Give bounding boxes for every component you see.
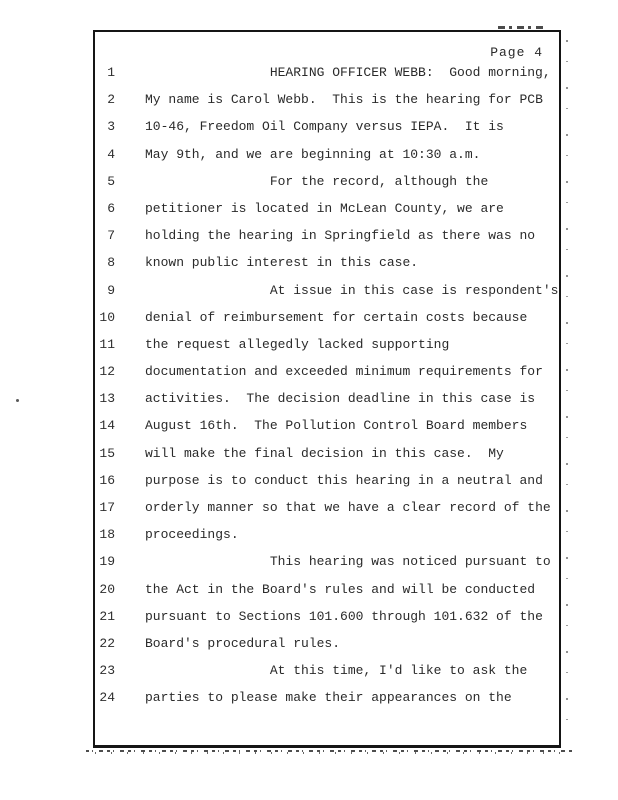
transcript-line <box>95 201 555 228</box>
transcript-line <box>95 609 555 636</box>
line-text: parties to please make their appearances on the <box>145 690 512 706</box>
line-text: August 16th. The Pollution Control Board members <box>145 418 528 434</box>
transcript-line <box>95 364 555 391</box>
line-number: 22 <box>99 635 115 651</box>
line-text: For the record, although the <box>269 173 489 189</box>
transcript-line <box>95 690 555 717</box>
line-text: My name is Carol Webb. This is the hearing for PCB <box>145 92 543 108</box>
line-number: 10 <box>99 309 115 325</box>
transcript-line <box>95 92 555 119</box>
line-text: At this time, I'd like to ask the <box>269 663 528 679</box>
line-number: 9 <box>107 282 115 298</box>
line-number: 11 <box>99 336 115 352</box>
line-number: 1 <box>107 65 115 80</box>
transcript-line <box>95 337 555 364</box>
transcript-line <box>95 527 555 554</box>
line-number: 2 <box>107 92 115 108</box>
transcript-line <box>95 391 555 418</box>
line-number: 7 <box>107 228 115 244</box>
scan-artifact-top-tick <box>498 26 544 29</box>
line-text: pursuant to Sections 101.600 through 101.632 of the <box>145 608 543 624</box>
transcript-line <box>95 255 555 282</box>
transcript-line <box>95 473 555 500</box>
line-number: 4 <box>107 146 115 162</box>
line-text: the request allegedly lacked supporting <box>145 336 450 352</box>
transcript-line <box>95 500 555 527</box>
line-number: 6 <box>107 200 115 216</box>
line-number: 16 <box>99 472 115 488</box>
line-text: HEARING OFFICER WEBB: Good morning, <box>269 65 551 80</box>
scan-artifact-right-dots <box>566 40 568 730</box>
line-number: 12 <box>99 364 115 380</box>
line-text: proceedings. <box>145 527 239 543</box>
line-text: May 9th, and we are beginning at 10:30 a.m. <box>145 146 481 162</box>
transcript-line <box>95 663 555 690</box>
line-number: 8 <box>107 255 115 271</box>
line-number: 18 <box>99 527 115 543</box>
scan-artifact-bottom-noise <box>86 750 572 754</box>
line-text: the Act in the Board's rules and will be conducted <box>145 581 536 597</box>
line-number: 21 <box>99 608 115 624</box>
line-text: denial of reimbursement for certain costs because <box>145 309 528 325</box>
line-number: 19 <box>99 554 115 570</box>
line-text: known public interest in this case. <box>145 255 419 271</box>
transcript-line <box>95 174 555 201</box>
scan-artifact-stray-dot <box>16 399 19 402</box>
line-number: 5 <box>107 173 115 189</box>
transcript-lines <box>95 65 559 718</box>
transcript-line <box>95 228 555 255</box>
line-text: purpose is to conduct this hearing in a neutral and <box>145 472 543 488</box>
transcript-line <box>95 418 555 445</box>
transcript-line <box>95 446 555 473</box>
line-text: will make the final decision in this case. My <box>145 445 504 461</box>
line-text: This hearing was noticed pursuant to <box>269 554 551 570</box>
transcript-line <box>95 282 559 310</box>
line-number: 20 <box>99 581 115 597</box>
line-number: 24 <box>99 690 115 706</box>
transcript-line <box>95 119 555 146</box>
transcript-line <box>95 554 555 581</box>
line-number: 15 <box>99 445 115 461</box>
line-text: petitioner is located in McLean County, we are <box>145 200 504 216</box>
transcript-line <box>95 582 555 609</box>
transcript-line <box>95 147 555 174</box>
line-text: orderly manner so that we have a clear record of the <box>145 500 551 515</box>
transcript-line <box>95 65 555 92</box>
line-number: 3 <box>107 119 115 135</box>
line-number: 17 <box>99 500 115 515</box>
page-number-label: Page 4 <box>490 45 543 60</box>
line-text: documentation and exceeded minimum requirements for <box>145 364 543 380</box>
line-text: activities. The decision deadline in this case is <box>145 391 536 407</box>
transcript-page <box>93 30 561 748</box>
line-number: 14 <box>99 418 115 434</box>
line-number: 23 <box>99 663 115 679</box>
line-text: At issue in this case is respondent's <box>269 282 559 298</box>
line-text: 10-46, Freedom Oil Company versus IEPA. It is <box>145 119 504 135</box>
line-text: Board's procedural rules. <box>145 635 341 651</box>
line-number: 13 <box>99 391 115 407</box>
transcript-line <box>95 636 555 663</box>
transcript-line <box>95 310 555 337</box>
line-text: holding the hearing in Springfield as there was no <box>145 228 536 244</box>
